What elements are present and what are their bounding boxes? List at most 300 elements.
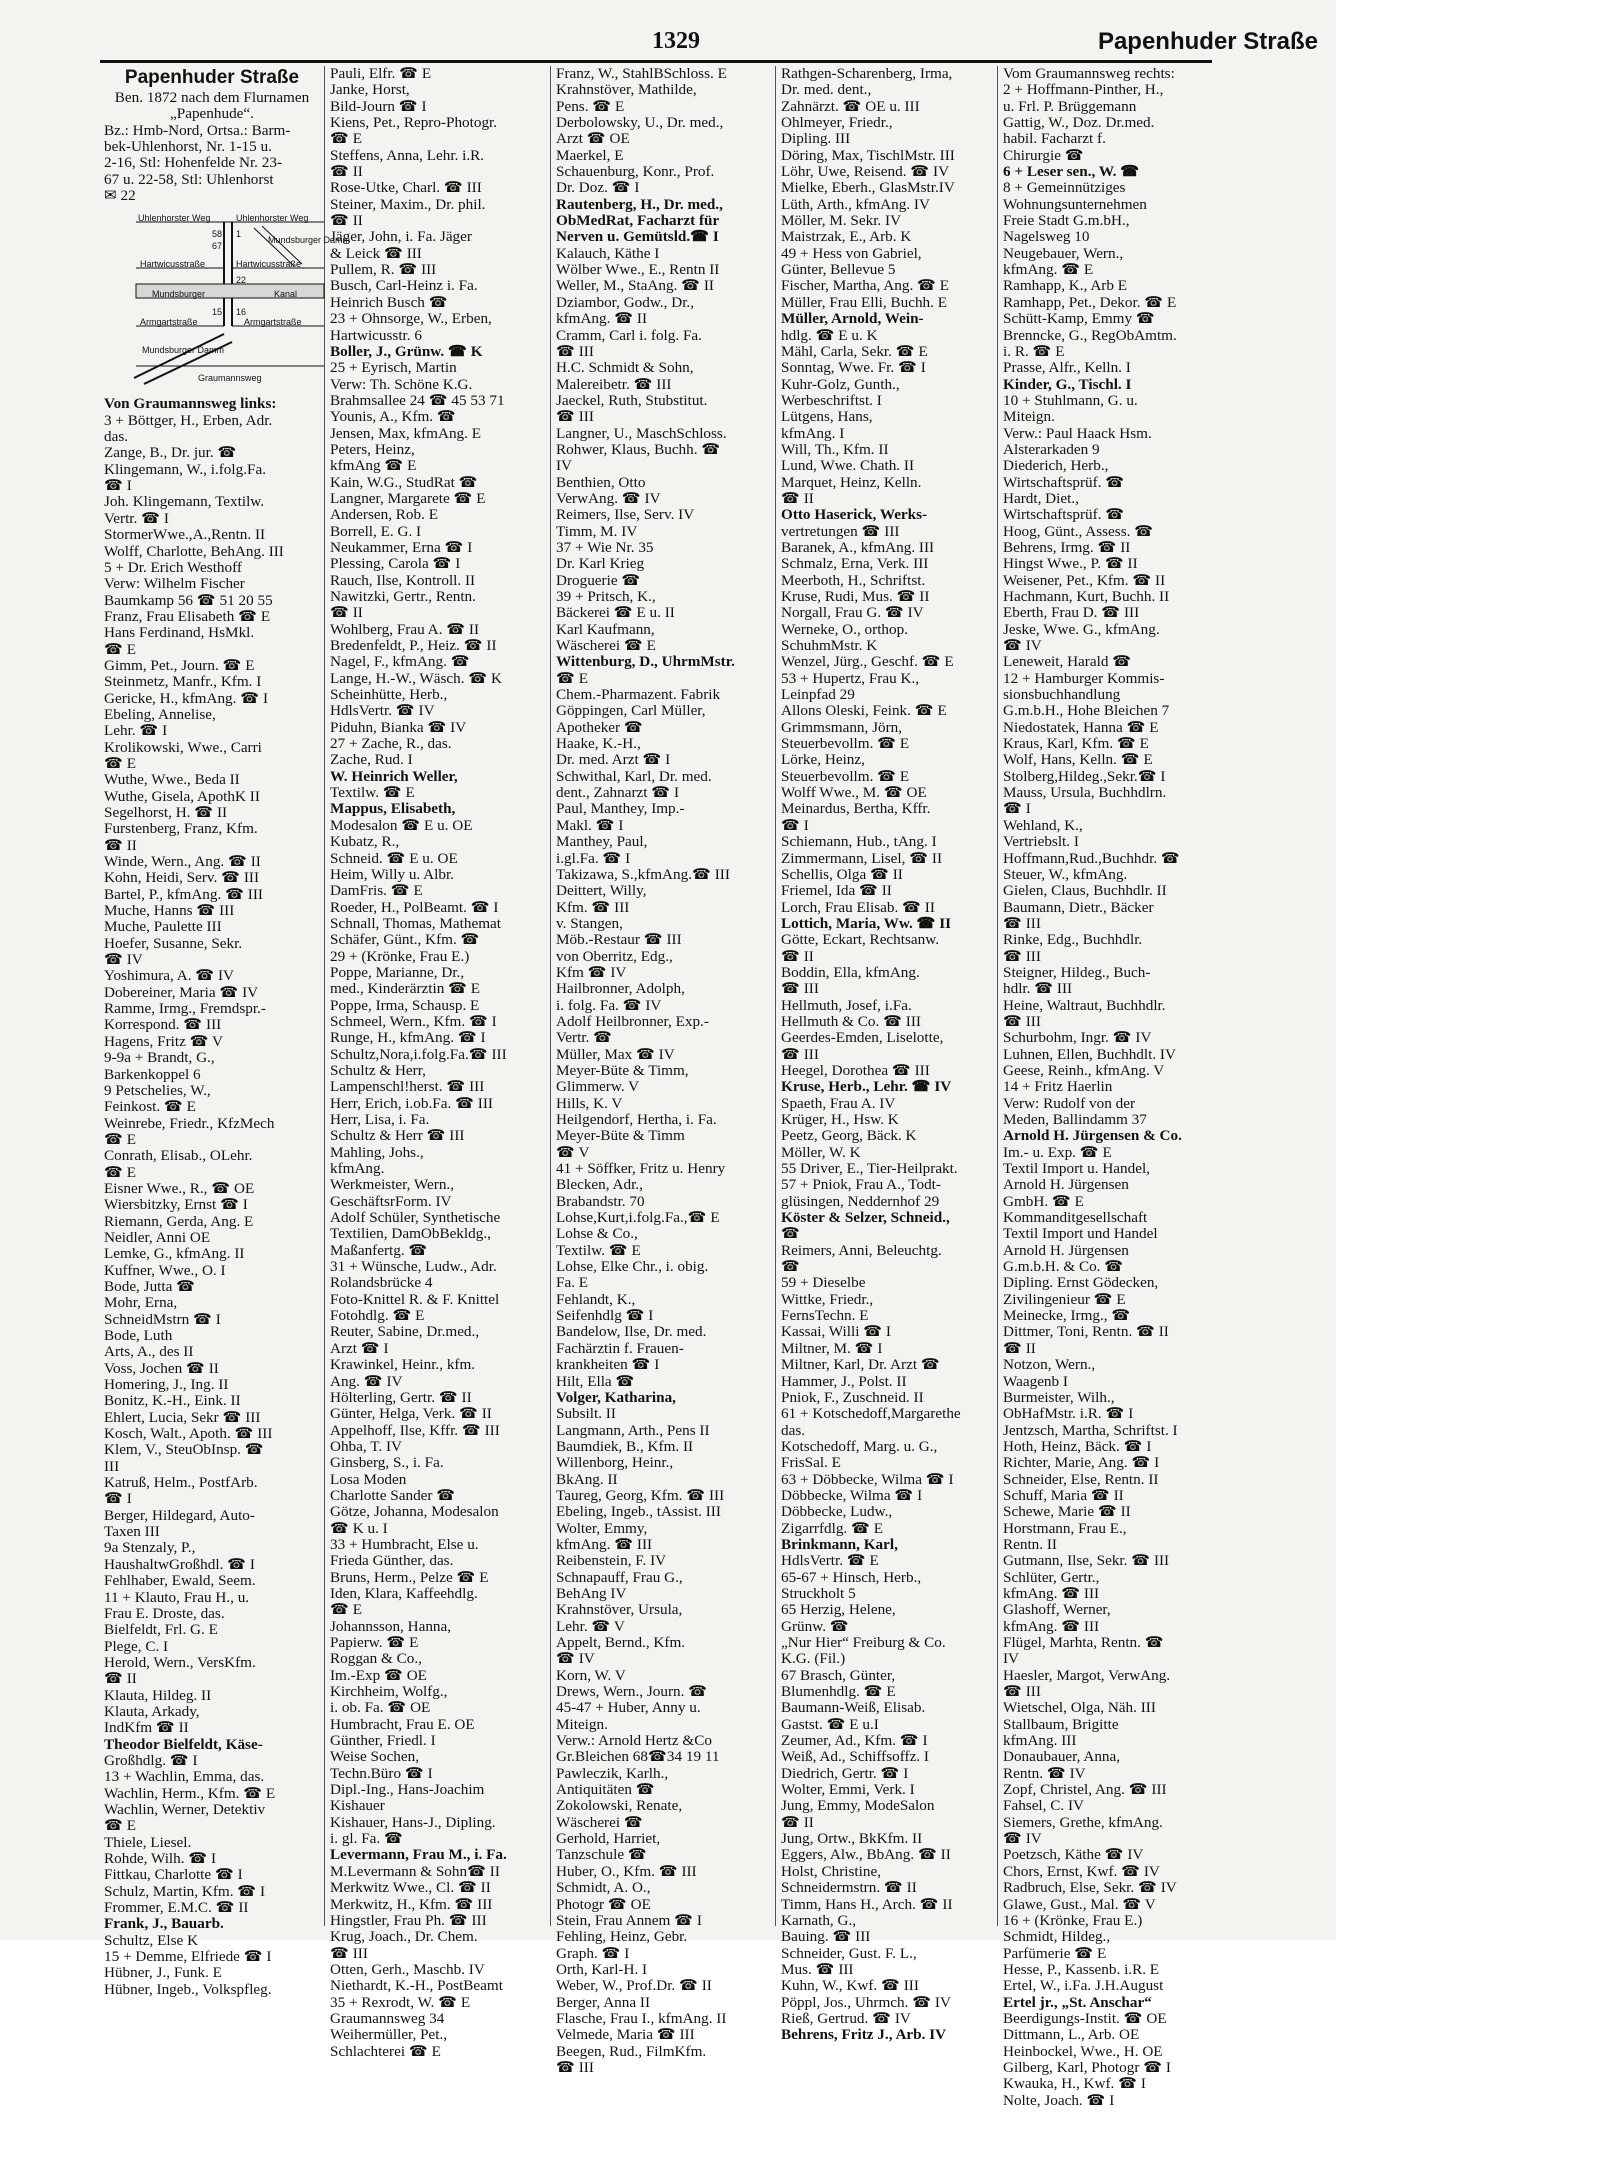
entry-line: Eisner Wwe., R., ☎ OE: [104, 1179, 255, 1197]
entry-line: IV: [1003, 1650, 1020, 1668]
entry-line: Kiens, Pet., Repro-Photogr.: [330, 114, 498, 132]
entry-line: Rose-Utke, Charl. ☎ III: [330, 179, 482, 197]
entry-line: Hammer, J., Polst. II: [781, 1372, 907, 1390]
entry-line: Franz, W., StahlBSchloss. E: [556, 65, 727, 82]
entry-line: ☎ I: [104, 477, 132, 495]
entry-line: Krahnstöver, Ursula,: [556, 1601, 683, 1619]
entry-line: Reibenstein, F. IV: [556, 1552, 667, 1570]
entry-line: Werkmeister, Wern.,: [330, 1176, 455, 1194]
map-label: Hartwicusstraße: [140, 259, 206, 270]
entry-line: Muche, Paulette III: [104, 918, 222, 936]
entry-line: Maerkel, E: [556, 146, 624, 164]
entry-line: ☎ III: [781, 1045, 819, 1063]
entry-line: Klem, V., SteuObInsp. ☎: [104, 1441, 264, 1459]
entry-line: Theodor Bielfeldt, Käse-: [104, 1735, 263, 1753]
entry-line: Vom Graumannsweg rechts:: [1003, 65, 1175, 82]
entry-line: kfmAng. ☎ III: [1003, 1617, 1100, 1635]
entry-line: Iden, Klara, Kaffeehdlg.: [330, 1584, 478, 1602]
entry-line: Reimers, Ilse, Serv. IV: [556, 506, 695, 524]
entry-line: Neugebauer, Wern.,: [1003, 244, 1124, 262]
entry-line: Huber, O., Kfm. ☎ III: [556, 1862, 697, 1880]
entry-line: Schneidermstrn. ☎ II: [781, 1879, 917, 1897]
entry-line: Meinardus, Bertha, Kffr.: [781, 800, 931, 818]
entry-line: 27 + Zache, R., das.: [330, 735, 452, 753]
entry-line: Heegel, Dorothea ☎ III: [781, 1061, 930, 1079]
entry-line: ☎ III: [1003, 914, 1041, 932]
entry-line: Horstmann, Frau E.,: [1003, 1519, 1127, 1537]
entry-line: Langner, U., MaschSchloss.: [556, 424, 727, 442]
entry-line: Möller, M. Sekr. IV: [781, 212, 902, 230]
entry-line: Lüth, Arth., kfmAng. IV: [781, 195, 930, 213]
entry-line: Wachlin, Werner, Detektiv: [104, 1800, 266, 1818]
entry-line: Günter, Helga, Verk. ☎ II: [330, 1405, 492, 1423]
entry-line: 9-9a + Brandt, G.,: [104, 1049, 215, 1067]
entry-line: ☎ II: [781, 1813, 814, 1831]
entry-line: StormerWwe.,A.,Rentn. II: [104, 526, 266, 544]
column-5: [1003, 65, 1215, 2109]
entry-line: Hachmann, Kurt, Buchh. II: [1003, 588, 1170, 605]
entry-line: Marquet, Heinz, Kelln.: [781, 473, 922, 491]
entry-line: Takizawa, S.,kfmAng.☎ III: [556, 865, 730, 883]
map-label: Armgartstraße: [140, 317, 198, 328]
entry-line: Pens. ☎ E: [556, 97, 625, 115]
entry-line: Roeder, H., PolBeamt. ☎ I: [330, 898, 499, 916]
entry-line: Ramhapp, K., Arb E: [1003, 277, 1128, 295]
entry-line: Lund, Wwe. Chath. II: [781, 457, 915, 475]
entry-line: 33 + Humbracht, Else u.: [330, 1535, 479, 1553]
entry-line: Wittenburg, D., UhrmMstr.: [556, 653, 735, 671]
entry-line: Glimmerw. V: [556, 1078, 640, 1096]
entry-line: Lohse,Kurt,i.folg.Fa.,☎ E: [556, 1209, 720, 1227]
entry-line: Janke, Horst,: [330, 81, 410, 99]
entry-line: Neukammer, Erna ☎ I: [330, 538, 473, 556]
entry-line: Richter, Marie, Ang. ☎ I: [1003, 1454, 1160, 1472]
entry-line: Klauta, Hildeg. II: [104, 1686, 212, 1704]
entry-line: Maistrzak, E., Arb. K: [781, 228, 912, 246]
entry-line: Verw: Wilhelm Fischer: [104, 575, 245, 593]
entry-line: ☎ E: [330, 130, 362, 148]
entry-line: Arzt ☎ OE: [556, 130, 630, 148]
entry-line: 63 + Döbbecke, Wilma ☎ I: [781, 1470, 954, 1488]
entry-line: Dipling. Ernst Gödecken,: [1003, 1274, 1159, 1292]
entry-line: Blecken, Adr.,: [556, 1176, 643, 1194]
entry-line: Ginsberg, S., i. Fa.: [330, 1454, 444, 1472]
entry-line: ☎ II: [330, 163, 363, 181]
entry-line: Kirchheim, Wolfg.,: [330, 1683, 448, 1701]
entry-line: Rentn. ☎ IV: [1003, 1764, 1086, 1782]
entry-line: Langmann, Arth., Pens II: [556, 1421, 710, 1439]
entry-line: Fehlandt, K.,: [556, 1290, 636, 1308]
entry-line: Hills, K. V: [556, 1094, 623, 1112]
entry-line: 23 + Ohnsorge, W., Erben,: [330, 310, 492, 328]
entry-line: Feinkost. ☎ E: [104, 1098, 196, 1116]
map-label: Armgartstraße: [244, 317, 302, 328]
entry-line: Bandelow, Ilse, Dr. med.: [556, 1323, 707, 1341]
entry-line: Gilberg, Karl, Photogr ☎ I: [1003, 2058, 1171, 2076]
entry-line: hdlr. ☎ III: [1003, 980, 1073, 998]
entry-line: med., Kinderärztin ☎ E: [330, 980, 481, 998]
entry-line: Müller, Arnold, Wein-: [781, 310, 924, 328]
entry-line: Grünw. ☎: [781, 1617, 849, 1635]
entry-line: 5 + Dr. Erich Westhoff: [104, 558, 242, 576]
entry-line: 16 + (Krönke, Frau E.): [1003, 1911, 1143, 1929]
entry-line: Langner, Margarete ☎ E: [330, 489, 486, 507]
entry-line: Adolf Heilbronner, Exp.-: [556, 1012, 709, 1030]
entry-line: Lampenschl!herst. ☎ III: [330, 1078, 485, 1096]
entry-line: GmbH. ☎ E: [1003, 1192, 1084, 1210]
entry-line: Steiner, Maxim., Dr. phil.: [330, 195, 486, 213]
entry-line: Wehland, K.,: [1003, 816, 1083, 834]
entry-line: Müller, Max ☎ IV: [556, 1045, 675, 1063]
entry-line: Ohba, T. IV: [330, 1437, 402, 1455]
entry-line: Hilt, Ella ☎: [556, 1372, 635, 1390]
entry-line: Günther, Friedl. I: [330, 1732, 436, 1750]
entry-line: Miteign.: [556, 1715, 608, 1733]
entry-line: Heine, Waltraut, Buchhdlr.: [1003, 996, 1166, 1014]
entry-line: 12 + Hamburger Kommis-: [1003, 669, 1165, 687]
street-title: Papenhuder Straße: [124, 67, 300, 88]
entry-line: Textil Import und Handel: [1003, 1225, 1158, 1243]
entry-line: Schuff, Maria ☎ II: [1003, 1486, 1124, 1504]
entry-line: kfmAng. III: [1003, 1732, 1077, 1750]
entry-line: Hingst Wwe., P. ☎ II: [1003, 555, 1138, 573]
entry-line: Lütgens, Hans,: [781, 408, 873, 426]
entry-line: 35 + Rexrodt, W. ☎ E: [330, 1993, 471, 2011]
entry-line: Ang. ☎ IV: [330, 1372, 403, 1390]
entry-line: Velmede, Maria ☎ III: [556, 2026, 695, 2044]
entry-line: Timm, Hans H., Arch. ☎ II: [781, 1895, 953, 1913]
entry-line: ☎ E: [104, 640, 136, 658]
entry-line: Yoshimura, A. ☎ IV: [104, 967, 235, 985]
column-3: [556, 65, 772, 2076]
entry-line: Bruns, Herm., Pelze ☎ E: [330, 1568, 489, 1586]
entry-line: Hübner, J., Funk. E: [104, 1964, 222, 1982]
entry-line: Piduhn, Bianka ☎ IV: [330, 718, 467, 736]
entry-line: Appelhoff, Ilse, Kffr. ☎ III: [330, 1421, 500, 1439]
entry-line: Fachärztin f. Frauen-: [556, 1339, 684, 1357]
entry-line: Schnall, Thomas, Mathemat: [330, 914, 501, 932]
entry-line: Lehr. ☎ I: [104, 722, 168, 740]
entry-line: ☎ E: [104, 1817, 136, 1835]
entry-line: Krüger, H., Hsw. K: [781, 1111, 899, 1128]
entry-line: Zivilingenieur ☎ E: [1003, 1290, 1126, 1308]
entry-line: Meinecke, Irmg., ☎: [1003, 1307, 1131, 1325]
entry-line: Dipling. III: [781, 130, 851, 148]
entry-line: Kohn, Heidi, Serv. ☎ III: [104, 869, 260, 887]
street-naming-note: „Papenhude“.: [170, 105, 254, 123]
entry-line: sionsbuchhandlung: [1003, 686, 1121, 704]
entry-line: Benthien, Otto: [556, 473, 646, 491]
entry-line: SchneidMstrn ☎ I: [104, 1310, 221, 1328]
entry-line: von Oberritz, Edg.,: [556, 947, 673, 965]
entry-line: Köster & Selzer, Schneid.,: [781, 1209, 950, 1227]
entry-line: Krug, Joach., Dr. Chem.: [330, 1928, 478, 1946]
entry-line: Götze, Johanna, Modesalon: [330, 1503, 499, 1521]
entry-line: Holst, Christine,: [781, 1862, 881, 1880]
entry-line: Mus. ☎ III: [781, 1960, 854, 1978]
entry-line: Neidler, Anni OE: [104, 1228, 211, 1246]
map-house-number: 15: [212, 307, 223, 318]
entry-line: Haesler, Margot, VerwAng.: [1003, 1666, 1171, 1684]
entry-line: Cramm, Carl i. folg. Fa.: [556, 326, 702, 344]
entry-line: 25 + Eyrisch, Martin: [330, 359, 457, 377]
entry-line: Roggan & Co.,: [330, 1650, 422, 1668]
entry-line: Younis, A., Kfm. ☎: [330, 408, 456, 426]
entry-line: Weller, M., StaAng. ☎ II: [556, 277, 714, 295]
entry-line: Gimm, Pet., Journ. ☎ E: [104, 656, 255, 674]
entry-line: Wolter, Emmi, Verk. I: [781, 1781, 915, 1799]
entry-line: 2 + Hoffmann-Pinther, H.,: [1003, 81, 1164, 99]
entry-line: 6 + Leser sen., W. ☎: [1003, 163, 1140, 181]
entry-line: das.: [104, 428, 129, 446]
entry-line: Karl Kaufmann,: [556, 620, 655, 638]
entry-line: Busch, Carl-Heinz i. Fa.: [330, 277, 478, 295]
entry-line: ☎ IV: [1003, 1830, 1042, 1848]
entry-line: Eggers, Alw., BbAng. ☎ II: [781, 1846, 951, 1864]
entry-line: Gr.Bleichen 68☎34 19 11: [556, 1748, 720, 1766]
entry-line: 61 + Kotschedoff,Margarethe: [781, 1405, 961, 1423]
entry-line: Kalauch, Käthe I: [556, 244, 660, 262]
entry-line: Schurbohm, Ingr. ☎ IV: [1003, 1029, 1152, 1047]
entry-line: i. ob. Fa. ☎ OE: [330, 1699, 431, 1717]
entry-line: Schellis, Olga ☎ II: [781, 865, 903, 883]
entry-line: Arnold H. Jürgensen & Co.: [1003, 1127, 1182, 1145]
entry-line: Nerven u. Gemütsld.☎ I: [556, 228, 719, 246]
entry-line: Beerdigungs-Instit. ☎ OE: [1003, 2009, 1167, 2027]
entry-line: Kishauer: [330, 1797, 385, 1815]
entry-line: Fotohdlg. ☎ E: [330, 1307, 425, 1325]
entry-line: Otto Haserick, Werks-: [781, 506, 928, 524]
entry-line: Plege, C. I: [104, 1637, 169, 1655]
entry-line: Graph. ☎ I: [556, 1944, 630, 1962]
entry-line: Segelhorst, H. ☎ II: [104, 804, 228, 821]
entry-line: 8 + Gemeinnütziges: [1003, 179, 1126, 197]
entry-line: Verw: Rudolf von der: [1003, 1094, 1136, 1112]
entry-line: Gutmann, Ilse, Sekr. ☎ III: [1003, 1552, 1170, 1570]
entry-line: Hoffmann,Rud.,Buchhdr. ☎: [1003, 849, 1180, 867]
entry-line: Jung, Ortw., BkKfm. II: [781, 1830, 923, 1848]
entry-line: Flügel, Marhta, Rentn. ☎: [1003, 1634, 1164, 1651]
entry-line: Zache, Rud. I: [330, 751, 413, 769]
entry-line: Norgall, Frau G. ☎ IV: [781, 604, 924, 622]
entry-line: Radbruch, Else, Sekr. ☎ IV: [1003, 1879, 1177, 1897]
entry-line: Weihermüller, Pet.,: [330, 2026, 448, 2044]
entry-line: Niethardt, K.-H., PostBeamt: [330, 1977, 503, 1995]
entry-line: Rohwer, Klaus, Buchh. ☎: [556, 440, 721, 458]
entry-line: i. gl. Fa. ☎: [330, 1830, 403, 1848]
entry-line: Baumkamp 56 ☎ 51 20 55: [104, 591, 273, 609]
entry-line: Kwauka, H., Kwf. ☎ I: [1003, 2075, 1146, 2093]
entry-line: 14 + Fritz Haerlin: [1003, 1078, 1113, 1096]
entry-line: Ebeling, Annelise,: [104, 705, 216, 723]
entry-line: Prasse, Alfr., Kelln. I: [1003, 359, 1131, 377]
entry-line: Rentn. II: [1003, 1535, 1057, 1553]
map-label: Uhlenhorster Weg: [236, 213, 309, 224]
entry-line: Droguerie ☎: [556, 571, 641, 589]
entry-line: Ohlmeyer, Friedr.,: [781, 114, 893, 132]
entry-line: Haake, K.-H.,: [556, 735, 641, 753]
entry-line: Mohr, Erna,: [104, 1294, 178, 1312]
entry-line: Waagenb I: [1003, 1372, 1068, 1390]
entry-line: 10 + Stuhlmann, G. u.: [1003, 391, 1138, 409]
entry-line: kfmAng. ☎ II: [556, 310, 648, 328]
entry-line: Hagens, Fritz ☎ V: [104, 1032, 224, 1050]
entry-line: ☎ II: [104, 836, 137, 854]
entry-line: Miteign.: [1003, 408, 1055, 426]
entry-line: Dr. med. Arzt ☎ I: [556, 751, 671, 769]
entry-line: Rohde, Wilh. ☎ I: [104, 1850, 217, 1867]
entry-line: Miltner, M. ☎ I: [781, 1339, 883, 1357]
entry-line: Taxen III: [104, 1523, 160, 1541]
entry-line: ☎ K u. I: [330, 1519, 388, 1537]
entry-line: M.Levermann & Sohn☎ II: [330, 1862, 500, 1880]
entry-line: Gattig, W., Doz. Dr.med.: [1003, 114, 1155, 132]
entry-line: ☎ II: [1003, 1339, 1036, 1357]
entry-line: Brabandstr. 70: [556, 1192, 645, 1210]
column-2: [330, 65, 546, 2060]
entry-line: Appelt, Bernd., Kfm.: [556, 1634, 686, 1651]
entry-line: Deittert, Willy,: [556, 882, 647, 900]
column-divider: [997, 66, 998, 1926]
entry-line: Schlüter, Gertr.,: [1003, 1568, 1100, 1586]
entry-line: Schmidt, Hildeg.,: [1003, 1928, 1111, 1946]
entry-line: Frank, J., Bauarb.: [104, 1915, 224, 1933]
entry-line: habil. Facharzt f.: [1003, 130, 1106, 148]
entry-line: Niedostatek, Hanna ☎ E: [1003, 718, 1159, 736]
entry-line: ☎ III: [556, 342, 594, 360]
entry-line: Schneid. ☎ E u. OE: [330, 849, 458, 867]
map-label: Mundsburger Damm: [268, 235, 351, 246]
entry-line: Schwithal, Karl, Dr. med.: [556, 767, 712, 785]
entry-line: Zopf, Christel, Ang. ☎ III: [1003, 1781, 1167, 1799]
entry-line: Paul, Manthey, Imp.-: [556, 800, 685, 818]
entry-line: Willenborg, Heinr.,: [556, 1454, 674, 1472]
entry-line: v. Stangen,: [556, 914, 623, 932]
entry-line: Drews, Wern., Journ. ☎: [556, 1683, 708, 1701]
entry-line: Thiele, Liesel.: [104, 1833, 192, 1851]
entry-line: Rolandsbrücke 4: [330, 1274, 433, 1292]
entry-line: Mahling, Johs.,: [330, 1143, 424, 1161]
entry-line: Hellmuth, Josef, i.Fa.: [781, 996, 912, 1014]
entry-line: Arzt ☎ I: [330, 1339, 389, 1357]
entry-line: DamFris. ☎ E: [330, 882, 423, 900]
entry-line: Steuer, W., kfmAng.: [1003, 865, 1128, 883]
entry-line: ObMedRat, Facharzt für: [556, 212, 720, 230]
entry-line: u. Frl. P. Brüggemann: [1003, 97, 1137, 115]
entry-line: Pniok, F., Zuschneid. II: [781, 1388, 924, 1406]
entry-line: Techn.Büro ☎ I: [330, 1764, 433, 1782]
entry-line: Levermann, Frau M., i. Fa.: [330, 1846, 507, 1864]
entry-line: Fehlhaber, Ewald, Seem.: [104, 1572, 256, 1590]
entry-line: Gericke, H., kfmAng. ☎ I: [104, 689, 268, 707]
entry-line: ☎ E: [330, 1601, 362, 1619]
entry-line: FernsTechn. E: [781, 1307, 869, 1325]
entry-line: Hailbronner, Adolph,: [556, 980, 685, 998]
entry-line: Subsilt. II: [556, 1405, 616, 1423]
entry-line: 15 + Demme, Elfriede ☎ I: [104, 1948, 272, 1966]
map-house-number: 1: [236, 229, 242, 240]
entry-line: Merkwitz, H., Kfm. ☎ III: [330, 1895, 493, 1913]
entry-line: 31 + Wünsche, Ludw., Adr.: [330, 1258, 497, 1276]
entry-line: Wenzel, Jürg., Geschf. ☎ E: [781, 653, 954, 671]
entry-line: Malereibetr. ☎ III: [556, 375, 672, 393]
entry-line: Lehr. ☎ V: [556, 1617, 625, 1635]
entry-line: Textilw. ☎ E: [556, 1241, 641, 1259]
entry-line: Boddin, Ella, kfmAng.: [781, 963, 920, 981]
entry-line: ☎ III: [556, 408, 594, 426]
entry-line: Struckholt 5: [781, 1584, 856, 1602]
entry-line: vertretungen ☎ III: [781, 522, 900, 540]
entry-line: Löhr, Uwe, Reisend. ☎ IV: [781, 163, 950, 181]
entry-line: SchuhmMstr. K: [781, 637, 878, 655]
entry-line: Homering, J., Ing. II: [104, 1376, 229, 1394]
entry-line: Zange, B., Dr. jur. ☎: [104, 444, 237, 462]
column-divider: [550, 66, 551, 1926]
entry-line: Ramme, Irmg., Fremdspr.-: [104, 1000, 266, 1018]
entry-line: Grimmsmann, Jörn,: [781, 718, 903, 736]
entry-line: ☎ V: [556, 1143, 590, 1161]
entry-line: Donaubauer, Anna,: [1003, 1748, 1121, 1766]
entry-line: Barkenkoppel 6: [104, 1065, 201, 1083]
map-house-number: 58: [212, 229, 223, 240]
entry-line: Kinder, G., Tischl. I: [1003, 375, 1132, 393]
entry-line: Jäger, John, i. Fa. Jäger: [330, 228, 472, 246]
entry-line: Götte, Eckart, Rechtsanw.: [781, 931, 940, 949]
entry-line: Boller, J., Grünw. ☎ K: [330, 342, 483, 360]
entry-line: Kosch, Walt., Apoth. ☎ III: [104, 1425, 273, 1443]
entry-line: kfmAng. I: [781, 424, 845, 442]
map-house-number: 67: [212, 241, 223, 252]
entry-line: Bauing. ☎ III: [781, 1928, 871, 1946]
entry-line: Parfümerie ☎ E: [1003, 1944, 1107, 1962]
entry-line: VerwAng. ☎ IV: [556, 489, 661, 507]
entry-line: Schauenburg, Konr., Prof.: [556, 163, 715, 181]
entry-line: Verw: Th. Schöne K.G.: [330, 375, 473, 393]
entry-line: ☎ I: [781, 816, 809, 834]
entry-line: 39 + Pritsch, K.,: [556, 588, 656, 605]
entry-line: Joh. Klingemann, Textilw.: [104, 493, 265, 511]
entry-line: Blumenhdlg. ☎ E: [781, 1683, 896, 1701]
entry-line: Schultz, Else K: [104, 1931, 199, 1949]
entry-line: Lohse, Elke Chr., i. obig.: [556, 1258, 709, 1276]
entry-line: Manthey, Paul,: [556, 833, 648, 851]
entry-line: Krawinkel, Heinr., kfm.: [330, 1356, 476, 1374]
entry-line: Wohlberg, Frau A. ☎ II: [330, 620, 480, 638]
entry-line: Werneke, O., orthop.: [781, 620, 908, 638]
entry-line: HdlsVertr. ☎ IV: [330, 702, 435, 720]
entry-line: Meden, Ballindamm 37: [1003, 1111, 1147, 1128]
entry-line: Chors, Ernst, Kwf. ☎ IV: [1003, 1862, 1160, 1880]
entry-line: Frommer, E.M.C. ☎ II: [104, 1899, 249, 1917]
entry-line: Bielfeldt, Frl. G. E: [104, 1621, 218, 1639]
entry-line: Fa. E: [556, 1274, 589, 1292]
entry-line: 9a Stenzaly, P.,: [104, 1539, 196, 1557]
entry-line: Bäckerei ☎ E u. II: [556, 604, 675, 622]
entry-line: W. Heinrich Weller,: [330, 767, 458, 785]
entry-line: Wohnungsunternehmen: [1003, 195, 1147, 213]
entry-line: Steuerbevollm. ☎ E: [781, 735, 910, 753]
entry-line: ☎ III: [781, 980, 819, 998]
entry-line: dent., Zahnarzt ☎ I: [556, 784, 680, 802]
entry-line: ☎ II: [330, 212, 363, 230]
entry-line: Zigarrfdlg. ☎ E: [781, 1519, 883, 1537]
entry-line: Bonitz, K.-H., Eink. II: [104, 1392, 241, 1410]
entry-line: ☎: [781, 1258, 800, 1276]
entry-line: Wolter, Emmy,: [556, 1519, 648, 1537]
entry-line: Zeumer, Ad., Kfm. ☎ I: [781, 1732, 928, 1750]
entry-line: Wirtschaftsprüf. ☎: [1003, 473, 1125, 491]
entry-line: ☎ III: [556, 2058, 594, 2076]
